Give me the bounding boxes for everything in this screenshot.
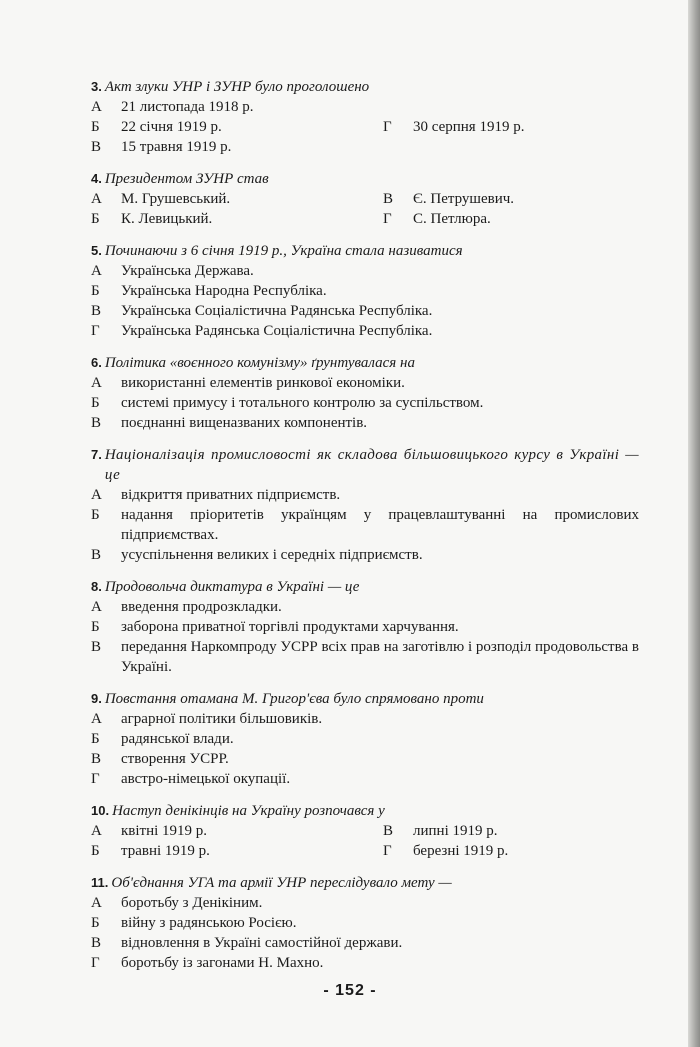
option-letter: Б xyxy=(91,211,100,227)
answer-option xyxy=(383,841,639,861)
answer-option xyxy=(91,485,639,505)
answer-option xyxy=(91,209,383,229)
question-number: 3. xyxy=(91,79,102,94)
question-3 xyxy=(91,77,639,157)
option-text: С. Петлюра. xyxy=(413,211,491,227)
answer-option xyxy=(91,913,639,933)
option-letter: А xyxy=(91,375,102,391)
question-prompt xyxy=(91,873,639,893)
option-text: введення продрозкладки. xyxy=(121,599,282,615)
question-prompt xyxy=(91,241,639,261)
option-letter: В xyxy=(91,751,102,767)
option-letter: Г xyxy=(383,119,392,135)
question-number: 5. xyxy=(91,243,102,258)
option-text: березні 1919 р. xyxy=(413,843,509,859)
question-8 xyxy=(91,577,639,677)
question-number: 11. xyxy=(91,875,109,890)
question-number: 8. xyxy=(91,579,102,594)
answer-option xyxy=(383,189,639,209)
answer-option xyxy=(91,749,639,769)
option-text: Українська Держава. xyxy=(121,263,254,279)
option-text: передання Наркомпроду УСРР всіх прав на заготівлю і розподіл продовольства в Україні. xyxy=(121,639,639,675)
option-text: використанні елементів ринкової економіки. xyxy=(121,375,405,391)
question-text: Починаючи з 6 січня 1919 р., Україна стала називатися xyxy=(104,243,463,259)
question-number: 7. xyxy=(91,447,102,462)
question-text: Політика «воєнного комунізму» ґрунтувалася на xyxy=(104,355,415,371)
option-letter: А xyxy=(91,711,102,727)
option-text: Українська Народна Республіка. xyxy=(121,283,327,299)
option-letter: В xyxy=(91,935,102,951)
answer-option xyxy=(91,413,639,433)
option-letter: В xyxy=(91,639,102,655)
option-letter: А xyxy=(91,487,102,503)
questions-content xyxy=(91,77,639,985)
option-text: усуспільнення великих і середніх підприємств. xyxy=(121,547,423,563)
option-text: 21 листопада 1918 р. xyxy=(121,99,254,115)
question-4 xyxy=(91,169,639,229)
answer-option xyxy=(91,893,639,913)
answer-option xyxy=(91,261,639,281)
question-number: 4. xyxy=(91,171,102,186)
answer-option xyxy=(91,189,383,209)
option-letter: В xyxy=(91,303,102,319)
question-text: Націоналізація промисловості як складова більшовицького курсу в Україні — це xyxy=(104,447,639,483)
option-text: поєднанні вищеназваних компонентів. xyxy=(121,415,368,431)
question-prompt xyxy=(91,801,639,821)
question-text: Продовольча диктатура в Україні — це xyxy=(104,579,360,595)
option-letter: Г xyxy=(383,843,392,859)
option-text: аграрної політики більшовиків. xyxy=(121,711,323,727)
answer-option xyxy=(91,505,639,545)
option-letter: В xyxy=(383,191,394,207)
answer-option xyxy=(91,933,639,953)
option-letter: Г xyxy=(91,955,100,971)
question-text: Наступ денікінців на Україну розпочався у xyxy=(112,803,385,819)
option-text: М. Грушевський. xyxy=(121,191,231,207)
option-text: боротьбу із загонами Н. Махно. xyxy=(121,955,324,971)
option-text: Українська Радянська Соціалістична Республіка. xyxy=(121,323,433,339)
option-text: надання пріоритетів українцям у працевлаштуванні на промислових підприємствах. xyxy=(121,507,639,543)
option-letter: А xyxy=(91,823,102,839)
option-letter: Б xyxy=(91,119,100,135)
question-prompt xyxy=(91,169,639,189)
question-11 xyxy=(91,873,639,973)
answer-option-pair xyxy=(91,189,639,209)
answer-option xyxy=(91,137,639,157)
book-spine-shadow xyxy=(688,0,700,1047)
answer-option xyxy=(91,321,639,341)
question-text: Повстання отамана М. Григор'єва було спрямовано проти xyxy=(104,691,484,707)
question-10 xyxy=(91,801,639,861)
option-text: травні 1919 р. xyxy=(121,843,210,859)
option-text: К. Левицький. xyxy=(121,211,213,227)
answer-option xyxy=(91,729,639,749)
answer-option xyxy=(383,209,639,229)
answer-option xyxy=(91,709,639,729)
answer-option xyxy=(91,841,383,861)
option-letter: А xyxy=(91,99,102,115)
option-text: Українська Соціалістична Радянська Республіка. xyxy=(121,303,433,319)
option-text: 15 травня 1919 р. xyxy=(121,139,232,155)
answer-option xyxy=(91,769,639,789)
question-number: 9. xyxy=(91,691,102,706)
answer-option xyxy=(383,821,639,841)
option-text: австро-німецької окупації. xyxy=(121,771,291,787)
answer-option xyxy=(91,821,383,841)
option-text: боротьбу з Денікіним. xyxy=(121,895,263,911)
option-letter: Б xyxy=(91,843,100,859)
option-letter: В xyxy=(91,547,102,563)
option-text: квітні 1919 р. xyxy=(121,823,208,839)
answer-option xyxy=(91,953,639,973)
answer-option xyxy=(91,373,639,393)
option-text: липні 1919 р. xyxy=(413,823,498,839)
question-6 xyxy=(91,353,639,433)
option-letter: Б xyxy=(91,619,100,635)
option-letter: В xyxy=(91,415,102,431)
option-letter: Б xyxy=(91,283,100,299)
option-letter: А xyxy=(91,263,102,279)
option-text: Є. Петрушевич. xyxy=(413,191,515,207)
option-letter: Г xyxy=(91,323,100,339)
question-prompt xyxy=(91,353,639,373)
option-text: заборона приватної торгівлі продуктами харчування. xyxy=(121,619,459,635)
question-number: 10. xyxy=(91,803,110,818)
answer-option xyxy=(91,393,639,413)
answer-option-pair xyxy=(91,117,639,137)
question-prompt xyxy=(91,577,639,597)
question-prompt xyxy=(91,689,639,709)
question-text: Акт злуки УНР і ЗУНР було проголошено xyxy=(104,79,370,95)
option-letter: А xyxy=(91,895,102,911)
option-letter: А xyxy=(91,599,102,615)
answer-option-pair xyxy=(91,209,639,229)
option-text: відкриття приватних підприємств. xyxy=(121,487,341,503)
question-number: 6. xyxy=(91,355,102,370)
question-7 xyxy=(91,445,639,565)
option-letter: Б xyxy=(91,915,100,931)
question-prompt xyxy=(91,445,639,485)
question-prompt xyxy=(91,77,639,97)
option-text: 22 січня 1919 р. xyxy=(121,119,222,135)
question-text: Президентом ЗУНР став xyxy=(104,171,269,187)
option-letter: Б xyxy=(91,731,100,747)
option-text: радянської влади. xyxy=(121,731,234,747)
option-letter: Б xyxy=(91,507,100,523)
answer-option xyxy=(91,545,639,565)
option-text: створення УСРР. xyxy=(121,751,229,767)
option-letter: Б xyxy=(91,395,100,411)
option-letter: Г xyxy=(383,211,392,227)
option-text: системі примусу і тотального контролю за суспільством. xyxy=(121,395,484,411)
answer-option xyxy=(91,637,639,677)
answer-option xyxy=(383,117,639,137)
question-9 xyxy=(91,689,639,789)
answer-option xyxy=(91,617,639,637)
question-5 xyxy=(91,241,639,341)
answer-option-pair xyxy=(91,821,639,841)
option-letter: Г xyxy=(91,771,100,787)
page-number: - 152 - xyxy=(323,982,377,999)
option-text: 30 серпня 1919 р. xyxy=(413,119,525,135)
option-letter: В xyxy=(383,823,394,839)
answer-option xyxy=(91,301,639,321)
answer-option xyxy=(91,597,639,617)
answer-option xyxy=(91,117,383,137)
question-text: Об'єднання УГА та армії УНР переслідувало мету — xyxy=(111,875,452,891)
option-letter: А xyxy=(91,191,102,207)
option-text: війну з радянською Росією. xyxy=(121,915,297,931)
option-letter: В xyxy=(91,139,102,155)
option-text: відновлення в Україні самостійної держави. xyxy=(121,935,403,951)
answer-option-pair xyxy=(91,841,639,861)
answer-option xyxy=(91,281,639,301)
answer-option xyxy=(91,97,639,117)
